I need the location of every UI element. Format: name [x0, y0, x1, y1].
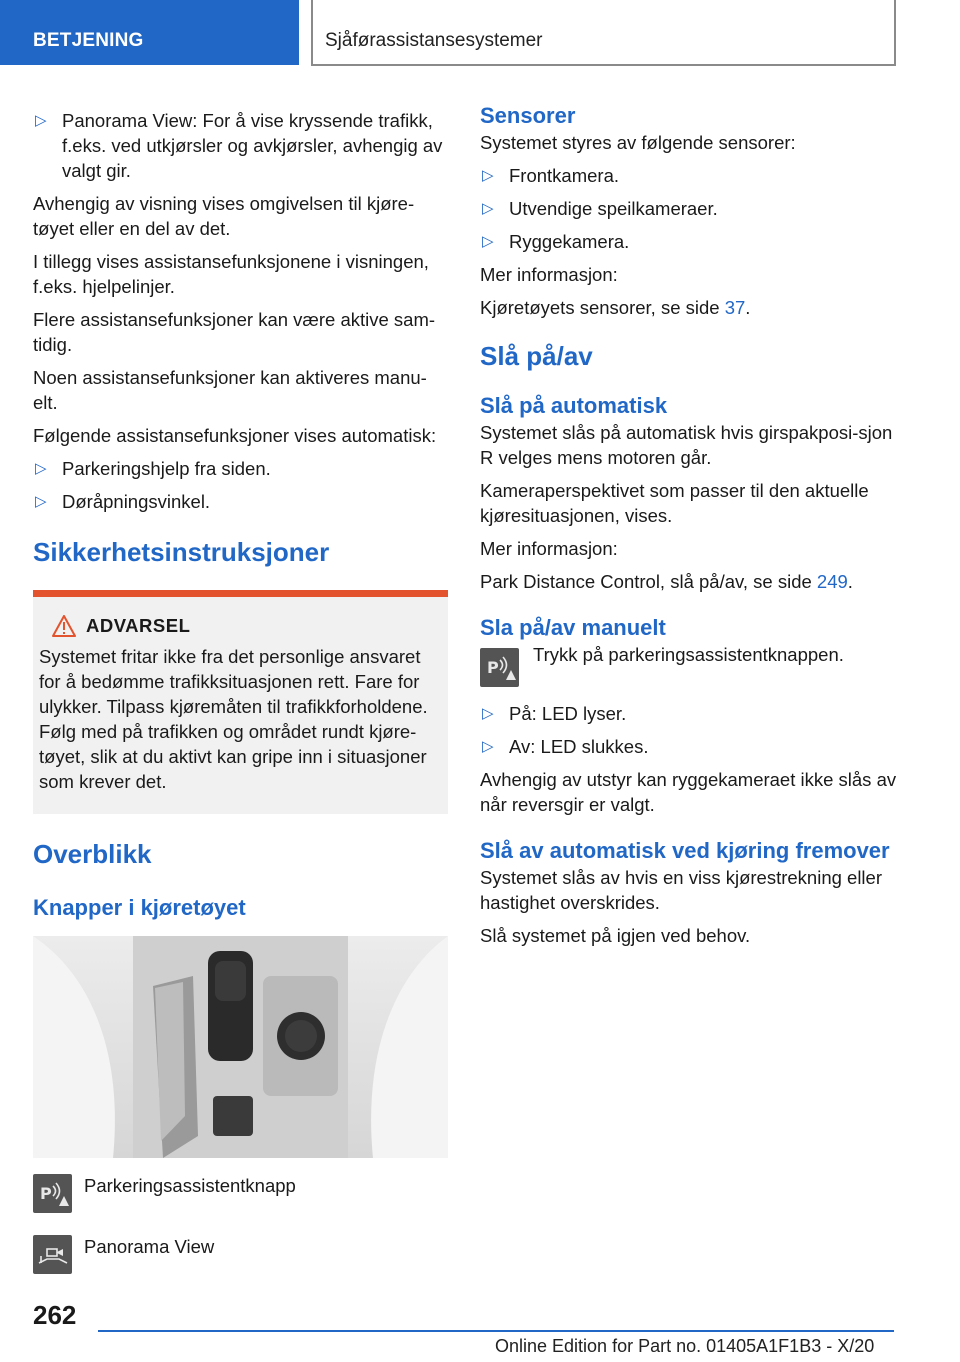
bullet-triangle-icon: ▷	[35, 493, 47, 510]
center-console-photo	[33, 936, 448, 1158]
heading-manual: Sla på/av manuelt	[480, 615, 666, 640]
warning-rule	[33, 590, 448, 597]
list-item: ▷ Døråpningsvinkel.	[35, 491, 211, 512]
edition-text: Online Edition for Part no. 01405A1F1B3 - X/20	[495, 1336, 875, 1356]
list-item: ▷ Parkeringshjelp fra siden.	[35, 458, 271, 479]
parking-assistant-icon	[33, 1174, 72, 1213]
list-item: ▷ På: LED lyser.	[482, 703, 627, 724]
legend-row	[33, 1174, 448, 1213]
instruction-text: Trykk på parkeringsassistentknappen.	[533, 644, 844, 665]
heading-auto-on: Slå på automatisk	[480, 393, 668, 418]
paragraph: Slå systemet på igjen ved behov.	[480, 925, 751, 946]
list-item: ▷ Panorama View: For å vise kryssende trafikk, f.eks. ved utkjørsler og avkjørsler, avhengig av valgt gir.	[35, 110, 443, 181]
paragraph: Følgende assistansefunksjoner vises automatisk:	[33, 425, 437, 446]
paragraph: Systemet slås av hvis en viss kjørestrekning eller hastighet overskrides.	[480, 867, 882, 913]
legend-label: Parkeringsassistentknapp	[84, 1175, 296, 1196]
left-column	[33, 108, 448, 1274]
instruction-row	[480, 644, 900, 687]
parking-assistant-icon	[480, 648, 519, 687]
bullet-triangle-icon: ▷	[482, 233, 494, 250]
heading-safety: Sikkerhetsinstruksjoner	[33, 537, 330, 567]
bullet-triangle-icon: ▷	[482, 705, 494, 722]
paragraph: Mer informasjon:	[480, 538, 618, 559]
list-item: ▷ Av: LED slukkes.	[482, 736, 649, 757]
page-link[interactable]: 249	[816, 571, 848, 592]
chapter-title: Sjåførassistansesystemer	[325, 30, 543, 51]
bullet-triangle-icon: ▷	[482, 200, 494, 217]
section-tab	[0, 0, 299, 65]
chapter-header	[311, 0, 896, 66]
svg-text:P: P	[40, 1184, 52, 1203]
svg-text:P: P	[487, 658, 499, 677]
paragraph: Systemet styres av følgende sensorer:	[480, 132, 796, 153]
paragraph: Avhengig av utstyr kan ryggekameraet ikke slås av når reversgir er valgt.	[480, 769, 897, 815]
panorama-view-icon	[33, 1235, 72, 1274]
paragraph: Flere assistansefunksjoner kan være aktive sam-tidig.	[33, 309, 436, 355]
paragraph: Mer informasjon:	[480, 264, 618, 285]
footer-rule	[98, 1330, 894, 1332]
warning-triangle-icon	[52, 615, 76, 637]
list-item: ▷ Frontkamera.	[482, 165, 620, 186]
paragraph: Kameraperspektivet som passer til den aktuelle kjøresituasjonen, vises.	[480, 480, 869, 526]
warning-text: Systemet fritar ikke fra det personlige ansvaret for å bedømme trafikksituasjonen rett. Fare for ulykker. Tilpass kjøremåten til trafikkforholdene. Følg med på trafikken og området rundt kjøre-tøyet, slik at du aktivt kan gripe inn i situasjoner som krever det.	[39, 646, 428, 792]
legend-row	[33, 1235, 448, 1274]
warning-title: ADVARSEL	[86, 615, 191, 636]
list-item: ▷ Utvendige speilkameraer.	[482, 198, 718, 219]
paragraph: Park Distance Control, slå på/av, se side 249.	[480, 571, 853, 592]
paragraph: Avhengig av visning vises omgivelsen til kjøre-tøyet eller en del av det.	[33, 193, 415, 239]
warning-box	[33, 597, 448, 814]
heading-onoff: Slå på/av	[480, 341, 593, 371]
legend-label: Panorama View	[84, 1236, 215, 1257]
heading-buttons: Knapper i kjøretøyet	[33, 895, 246, 920]
paragraph: I tillegg vises assistansefunksjonene i visningen, f.eks. hjelpelinjer.	[33, 251, 429, 297]
paragraph: Systemet slås på automatisk hvis girspakposi-sjon R velges mens motoren går.	[480, 422, 893, 468]
bullet-triangle-icon: ▷	[482, 738, 494, 755]
bullet-triangle-icon: ▷	[35, 112, 47, 129]
heading-sensors: Sensorer	[480, 103, 576, 128]
list-item: ▷ Ryggekamera.	[482, 231, 630, 252]
bullet-triangle-icon: ▷	[482, 167, 494, 184]
bullet-triangle-icon: ▷	[35, 460, 47, 477]
paragraph: Noen assistansefunksjoner kan aktiveres manu-elt.	[33, 367, 427, 413]
right-column	[480, 102, 900, 956]
section-title: BETJENING	[33, 30, 144, 51]
heading-overview: Overblikk	[33, 839, 152, 869]
heading-auto-off: Slå av automatisk ved kjøring fremover	[480, 838, 890, 863]
page-link[interactable]: 37	[724, 297, 746, 318]
page-number: 262	[33, 1300, 77, 1330]
paragraph: Kjøretøyets sensorer, se side 37.	[480, 297, 751, 318]
